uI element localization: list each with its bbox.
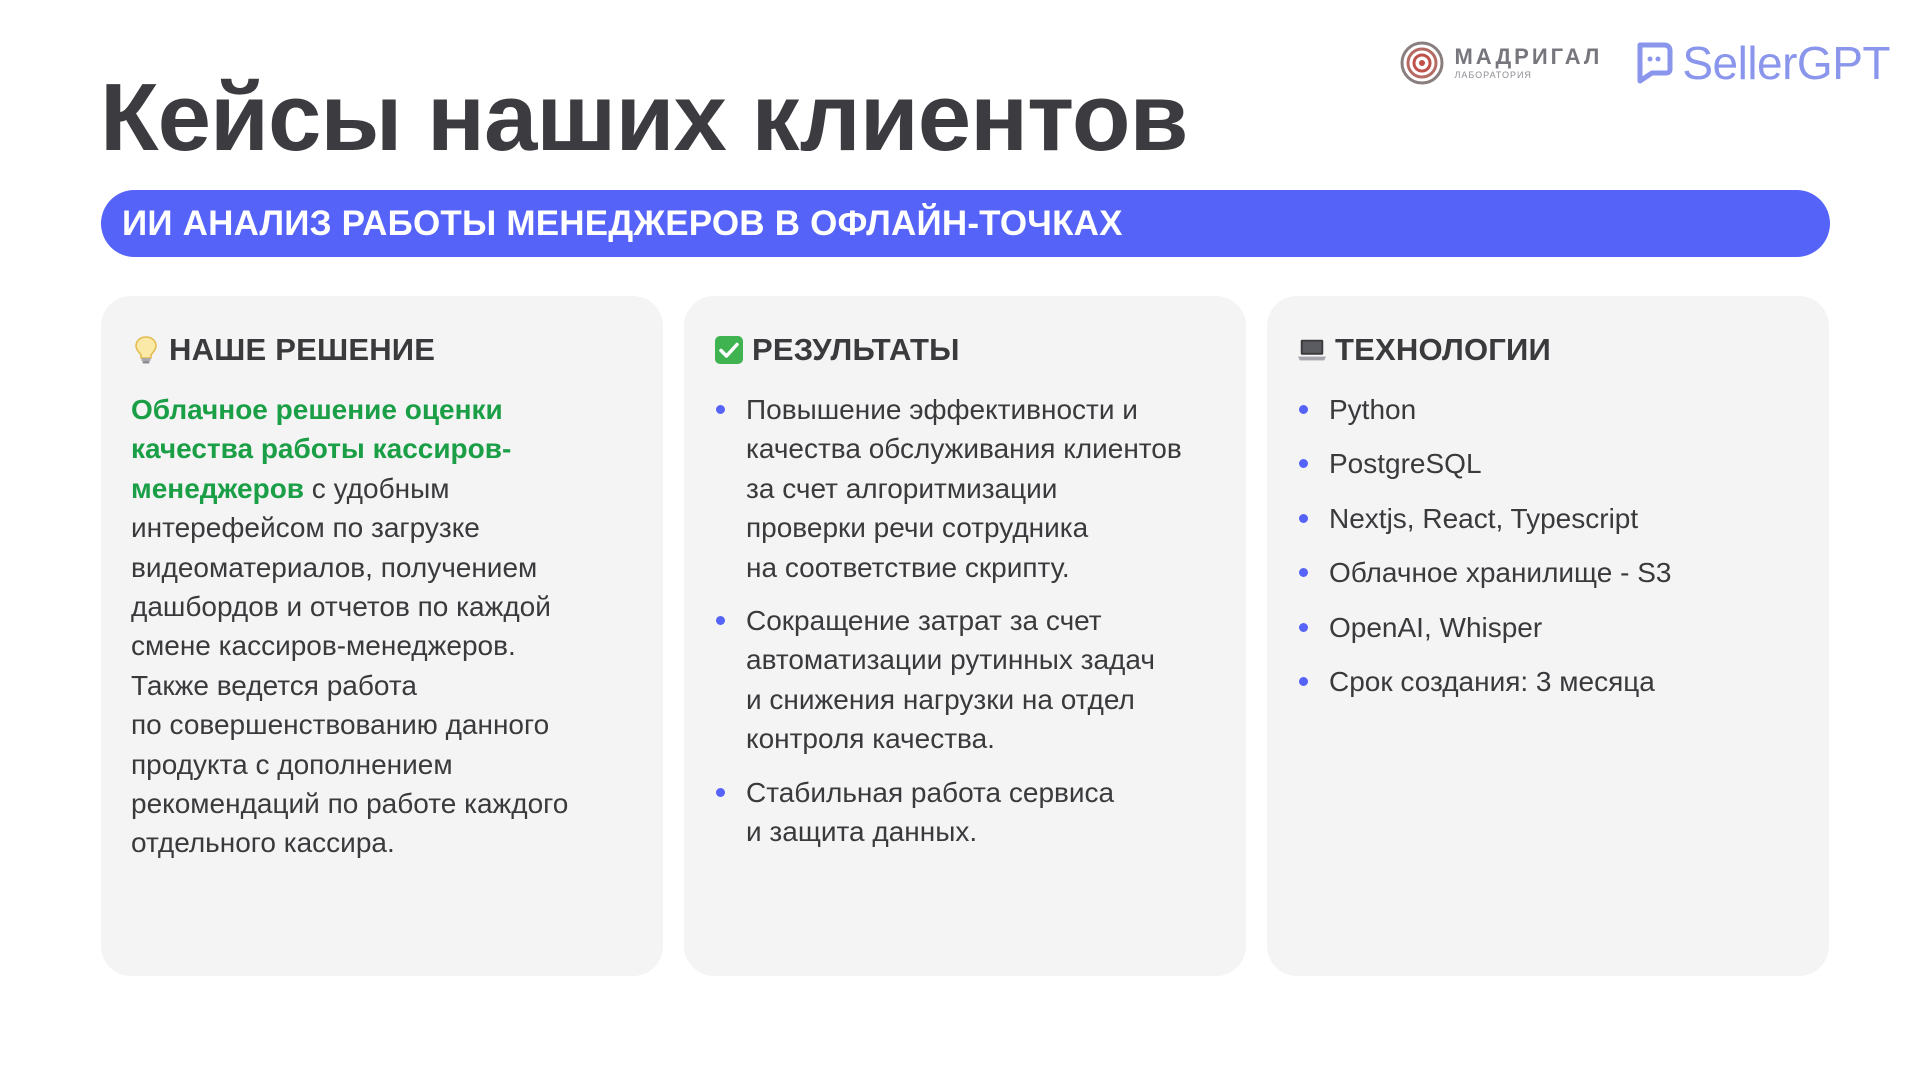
tech-card — [1267, 296, 1829, 976]
solution-text-line: рекомендаций по работе каждого — [131, 788, 569, 820]
list-item-line: и защита данных. — [746, 816, 978, 848]
list-item: Python — [1297, 390, 1799, 429]
list-item: OpenAI, Whisper — [1297, 608, 1799, 647]
list-item-line: и снижения нагрузки на отдел — [746, 683, 1135, 715]
list-item — [714, 390, 1216, 587]
solution-text-line: отдельного кассира. — [131, 827, 395, 859]
laptop-icon — [1297, 335, 1327, 365]
list-item: PostgreSQL — [1297, 444, 1799, 483]
tech-list — [1297, 390, 1799, 701]
sellergpt-name: SellerGPT — [1682, 37, 1890, 89]
solution-text-line: продукта с дополнением — [131, 748, 453, 780]
list-item-line: за счет алгоритмизации — [746, 472, 1058, 504]
solution-highlight-line: менеджеров — [131, 472, 305, 504]
sellergpt-chat-icon — [1636, 41, 1674, 85]
lightbulb-icon — [131, 335, 161, 365]
madrigal-emblem-icon — [1400, 41, 1444, 85]
results-card — [684, 296, 1246, 976]
tech-title: ТЕХНОЛОГИИ — [1335, 332, 1552, 367]
solution-text-line: интерефейсом по загрузке — [131, 512, 480, 544]
results-list — [714, 390, 1216, 851]
solution-text-line: по совершенствованию данного — [131, 709, 550, 741]
list-item-line: Сокращение затрат за счет — [746, 605, 1102, 637]
list-item: Облачное хранилище - S3 — [1297, 553, 1799, 592]
list-item — [714, 601, 1216, 759]
banner-text: ИИ АНАЛИЗ РАБОТЫ МЕНЕДЖЕРОВ В ОФЛАЙН-ТОЧКАХ — [122, 203, 1123, 243]
list-item-line: автоматизации рутинных задач — [746, 644, 1155, 676]
list-item-line: контроля качества. — [746, 723, 995, 755]
sellergpt-logo — [1636, 36, 1890, 90]
list-item-line: Повышение эффективности и — [746, 394, 1138, 425]
madrigal-logo — [1400, 41, 1602, 85]
list-item: Срок создания: 3 месяца — [1297, 662, 1799, 701]
list-item-line: проверки речи сотрудника — [746, 512, 1089, 544]
solution-card — [101, 296, 663, 976]
list-item-line: качества обслуживания клиентов — [746, 433, 1182, 465]
solution-text-line: видеоматериалов, получением — [131, 551, 538, 583]
results-title: РЕЗУЛЬТАТЫ — [752, 332, 960, 367]
solution-text-line: дашбордов и отчетов по каждой — [131, 591, 551, 623]
solution-text — [131, 390, 633, 863]
solution-text-line: с удобным — [304, 472, 450, 504]
madrigal-subtitle: ЛАБОРАТОРИЯ — [1454, 70, 1532, 80]
solution-title: НАШЕ РЕШЕНИЕ — [169, 332, 436, 367]
list-item-line: Стабильная работа сервиса — [746, 776, 1115, 808]
check-mark-icon — [714, 335, 744, 365]
case-banner — [101, 190, 1830, 257]
madrigal-name: МАДРИГАЛ — [1454, 44, 1603, 69]
solution-highlight-line: Облачное решение оценки — [131, 394, 503, 425]
solution-highlight-line: качества работы кассиров- — [131, 433, 512, 465]
solution-text-line: Также ведется работа — [131, 669, 417, 701]
list-item — [714, 773, 1216, 852]
logos — [1400, 38, 1890, 88]
list-item: Nextjs, React, Typescript — [1297, 499, 1799, 538]
page-title: Кейсы наших клиентов — [100, 64, 1188, 171]
list-item-line: на соответствие скрипту. — [746, 551, 1070, 583]
solution-text-line: смене кассиров-менеджеров. — [131, 630, 516, 662]
